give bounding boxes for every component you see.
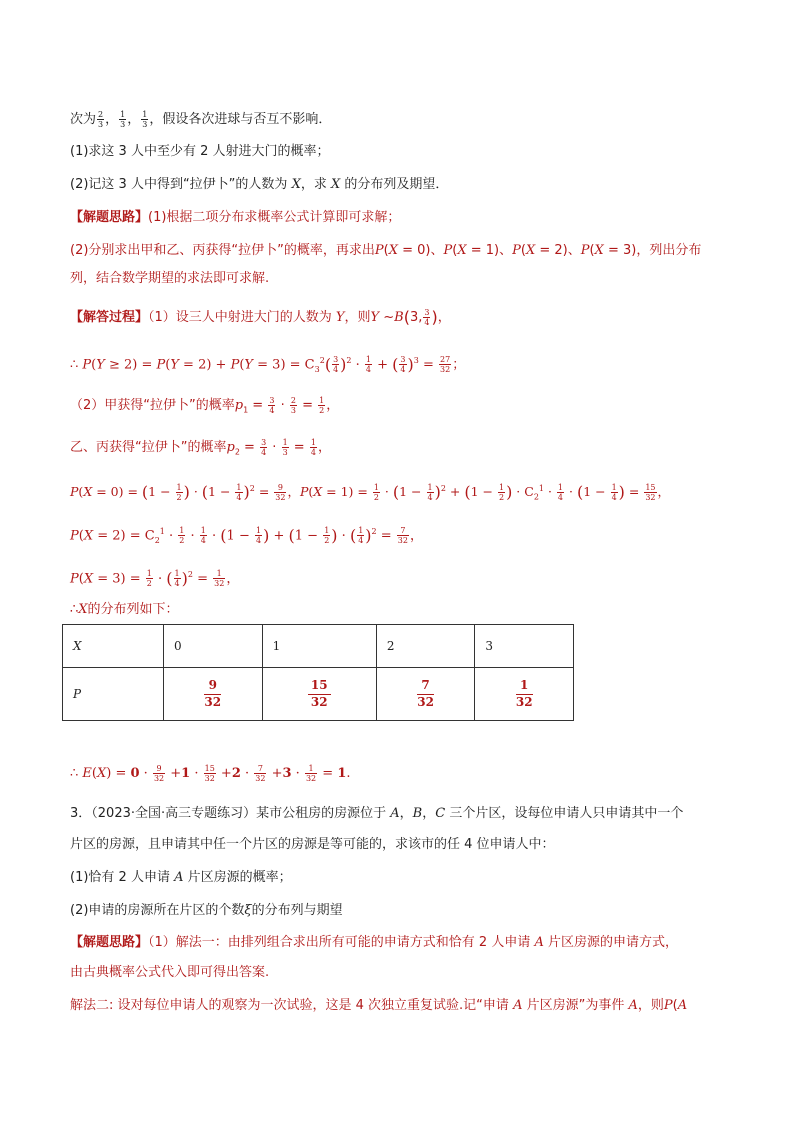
solution-3: （2）甲获得“拉伊卜”的概率$p_1$ = $\frac{3}{4}$ · $\frac{2}{3}$ = $\frac{1}{2}$ ，	[70, 396, 340, 415]
solution-6: $P(X = 2) = C_2^1$ · $\frac{1}{2}$ · $\frac{1}{4}$ · (1 − $\frac{1}{4}$ ) + (1 − $\frac{1}{2}$ ) · ( $\frac{1}{4}$ )$^2$ = $\frac{7}{32}$ ，	[70, 525, 423, 546]
solution-8: ∴X的分布列如下：	[70, 602, 179, 617]
solution-1: 【解答过程】（1）设三人中射进大门的人数为 Y，则Y ~B(3, $\frac{3}{4}$ )，	[70, 307, 451, 327]
table-header-cell: 2	[376, 625, 475, 668]
intro-text: 次为 $\frac{2}{3}$ ， $\frac{1}{3}$ ， $\frac{1}{3}$ ，假设各次进球与否互不影响．	[70, 110, 332, 129]
solution-7: P(X = 3) = $\frac{1}{2}$ · ( $\frac{1}{4}$ )$^2$ = $\frac{1}{32}$ ，	[70, 568, 240, 589]
solution-5: P(X = 0) = (1 − $\frac{1}{2}$ ) · (1 − $\frac{1}{4}$ )$^2$ = $\frac{9}{32}$ ，P(X = 1) = $\frac{1}{2}$ · (1 − $\frac{1}{4}$ )$^2$ + (1 − $\frac{1}{2}$ ) · $C_2^1$ · $\frac{1}{4}$ · (1 − $\frac{1}{4}$ ) = $\frac{15}{32}$ ，	[70, 482, 671, 503]
table-header-row	[63, 625, 574, 668]
table-cell: $\frac{15}{32}$	[262, 668, 376, 721]
solution-2: ∴ $P(Y \ge 2) = P(Y = 2) + P(Y = 3) = C_3^2$( $\frac{3}{4}$ )$^2$ · $\frac{1}{4}$ + ( $\frac{3}{4}$ )$^3$ = $\frac{27}{32}$ ；	[70, 354, 466, 375]
problem-3-line-1: 3．（2023·全国·高三专题练习）某市公租房的房源位于 A，B，C 三个片区，设每位申请人只申请其中一个	[70, 806, 684, 821]
table-header-cell: 3	[475, 625, 574, 668]
table-header-cell: X	[63, 625, 164, 668]
problem-3-question-1: (1)恰有 2 人申请 A 片区房源的概率；	[70, 870, 292, 885]
table-row-label: P	[63, 668, 164, 721]
table-cell: $\frac{9}{32}$	[164, 668, 263, 721]
question-2: (2)记这 3 人中得到“拉伊卜”的人数为 X，求 X 的分布列及期望．	[70, 177, 449, 192]
table-header-cell: 1	[262, 625, 376, 668]
table-cell: $\frac{7}{32}$	[376, 668, 475, 721]
problem-3-hint-1a: 【解题思路】（1）解法一：由排列组合求出所有可能的申请方式和恰有 2 人申请 A 片区房源的申请方式，	[70, 935, 678, 950]
problem-3-line-2: 片区的房源，且申请其中任一个片区的房源是等可能的，求该市的任 4 位申请人中：	[70, 837, 555, 852]
question-1: (1)求这 3 人中至少有 2 人射进大门的概率；	[70, 144, 330, 159]
problem-3-hint-1b: 由古典概率公式代入即可得出答案.	[70, 965, 270, 980]
problem-3-hint-label: 【解题思路】	[70, 935, 149, 950]
distribution-table	[62, 624, 574, 721]
hint-2a: (2)分别求出甲和乙、丙获得“拉伊卜”的概率，再求出P(X = 0)、P(X = 1)、P(X = 2)、P(X = 3)，列出分布	[70, 243, 702, 258]
hint-2b: 列，结合数学期望的求法即可求解.	[70, 271, 270, 286]
problem-3-hint-2: 解法二: 设对每位申请人的观察为一次试验，这是 4 次独立重复试验.记“申请 A 片区房源”为事件 A，则P(A	[70, 998, 688, 1013]
table-row	[63, 668, 574, 721]
expectation-line: ∴ E(X) = 0 · $\frac{9}{32}$ +1 · $\frac{15}{32}$ +2 · $\frac{7}{32}$ +3 · $\frac{1}{32}$ = 1.	[70, 764, 351, 783]
solution-label: 【解答过程】	[70, 310, 149, 325]
hint-label: 【解题思路】	[70, 210, 149, 225]
solution-4: 乙、丙获得“拉伊卜”的概率$p_2$ = $\frac{3}{4}$ · $\frac{1}{3}$ = $\frac{1}{4}$ ，	[70, 438, 331, 457]
problem-3-question-2: (2)申请的房源所在片区的个数ξ的分布列与期望	[70, 903, 343, 918]
table-cell: $\frac{1}{32}$	[475, 668, 574, 721]
hint-1: 【解题思路】(1)根据二项分布求概率公式计算即可求解；	[70, 210, 401, 225]
intro-line	[70, 110, 331, 129]
table-header-cell: 0	[164, 625, 263, 668]
